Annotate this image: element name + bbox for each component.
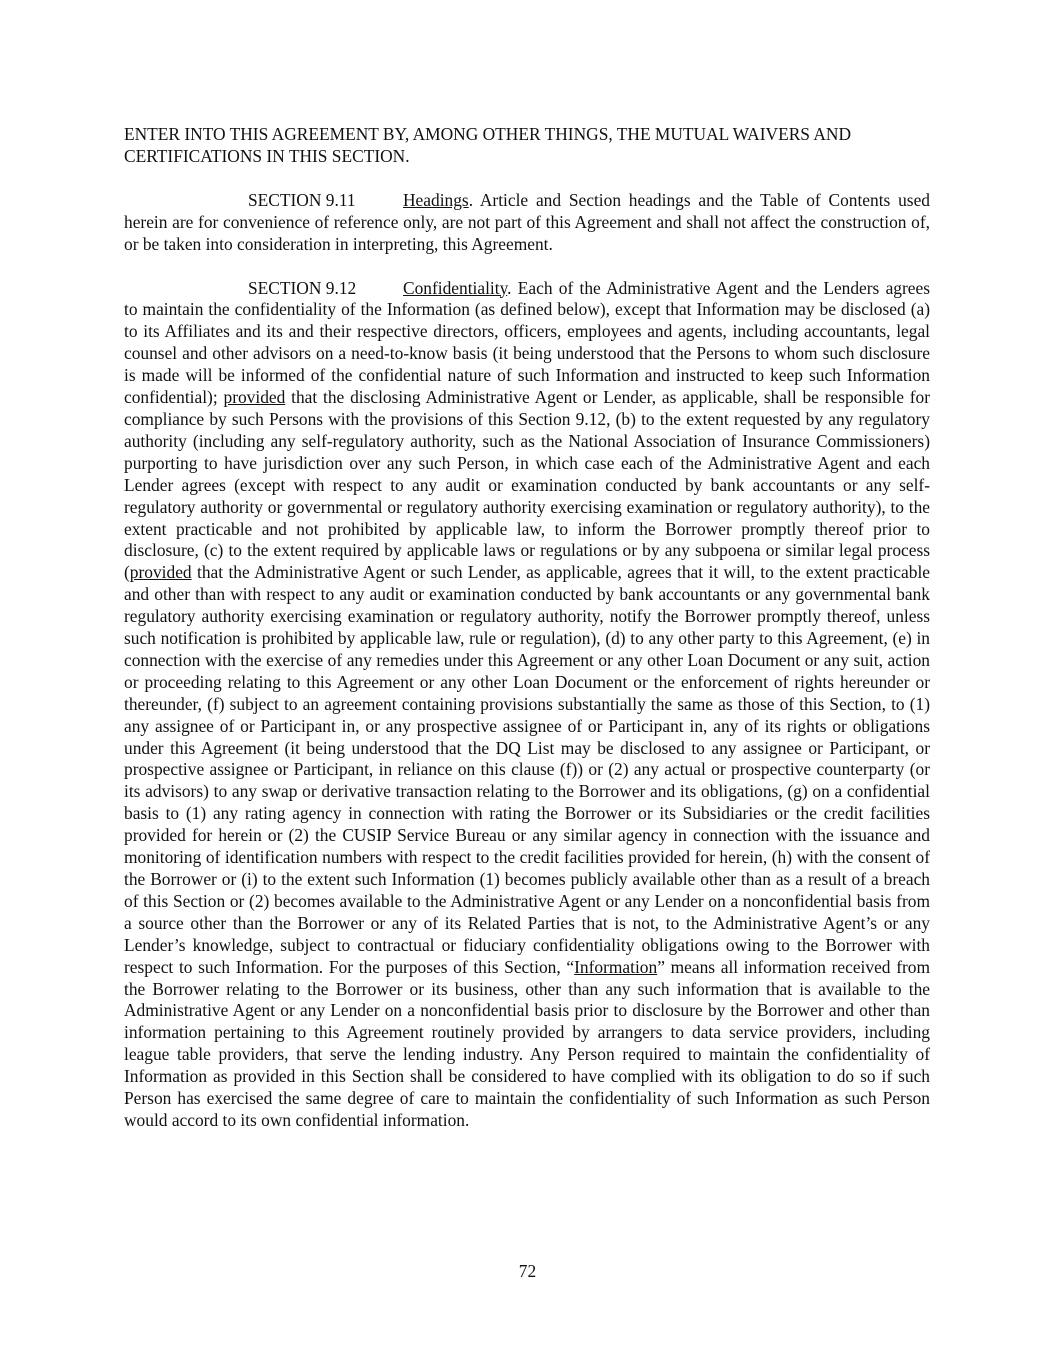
section-9-12-number: SECTION 9.12	[248, 277, 357, 298]
section-9-12-paragraph	[124, 278, 930, 1132]
section-9-12-text-part-2: that the disclosing Administrative Agent or Lender, as applicable, shall be responsible for compliance by such Persons with the provisions of this Section 9.12, (b) to the extent requested by any regulatory authority (including any self-regulatory authority, such as the National Association of Insurance Commissioners) purporting to have jurisdiction over any such Person, in which case each of the Administrative Agent and each Lender agrees (except with respect to any audit or examination conducted by bank accountants or any self-regulatory authority or governmental or regulatory authority exercising examination or regulatory authority), to the extent practicable and not prohibited by applicable law, to inform the Borrower promptly thereof prior to disclosure, (c) to the extent required by applicable laws or regulations or by any subpoena or similar legal process (	[124, 387, 931, 583]
page-number: 72	[518, 1261, 537, 1281]
section-9-12-text-part-4: ” means all information received from the Borrower relating to the Borrower or its business, other than any such information that is available to the Administrative Agent or any Lender on a nonconfidential basis prior to disclosure by the Borrower and other than information pertaining to this Agreement routinely provided by arrangers to data service providers, including league table providers, that serve the lending industry. Any Person required to maintain the confidentiality of Information as provided in this Section shall be considered to have complied with its obligation to do so if such Person has exercised the same degree of care to maintain the confidentiality of such Information as such Person would accord to its own confidential information.	[124, 956, 930, 1130]
section-9-11-number: SECTION 9.11	[248, 189, 356, 210]
information-defined-term: Information	[574, 956, 658, 977]
section-9-12-text-part-1: . Each of the Administrative Agent and the Lenders agrees to maintain the confidentiality of the Information (as defined below), except that Information may be disclosed (a) to its Affiliates and its and their respective directors, officers, employees and agents, including accountants, legal counsel and other advisors on a need-to-know basis (it being understood that the Persons to whom such disclosure is made will be informed of the confidential nature of such Information and instructed to keep such Information confidential);	[124, 277, 930, 408]
document-page	[124, 124, 930, 1154]
intro-paragraph: ENTER INTO THIS AGREEMENT BY, AMONG OTHER THINGS, THE MUTUAL WAIVERS AND CERTIFICATIONS IN THIS SECTION.	[124, 124, 852, 166]
section-9-11-heading: Headings	[403, 189, 469, 210]
section-9-12-heading: Confidentiality	[403, 277, 508, 298]
provided-term-1: provided	[223, 387, 286, 408]
section-9-11-paragraph	[124, 190, 930, 256]
section-9-11-text: . Article and Section headings and the Table of Contents used herein are for convenience of reference only, are not part of this Agreement and shall not affect the construction of, or be taken into consideration in interpreting, this Agreement.	[124, 189, 930, 254]
section-9-12-text-part-3: that the Administrative Agent or such Lender, as applicable, agrees that it will, to the extent practicable and other than with respect to any audit or examination conducted by bank accountants or any governmental bank regulatory authority exercising examination or regulatory authority, notify the Borrower promptly thereof, unless such notification is prohibited by applicable law, rule or regulation), (d) to any other party to this Agreement, (e) in connection with the exercise of any remedies under this Agreement or any other Loan Document or any suit, action or proceeding relating to this Agreement or any other Loan Document or the enforcement of rights hereunder or thereunder, (f) subject to an agreement containing provisions substantially the same as those of this Section, to (1) any assignee of or Participant in, or any prospective assignee of or Participant in, any of its rights or obligations under this Agreement (it being understood that the DQ List may be disclosed to any assignee or Participant, or prospective assignee or Participant, in reliance on this clause (f)) or (2) any actual or prospective counterparty (or its advisors) to any swap or derivative transaction relating to the Borrower and its obligations, (g) on a confidential basis to (1) any rating agency in connection with rating the Borrower or its Subsidiaries or the credit facilities provided for herein or (2) the CUSIP Service Bureau or any similar agency in connection with the issuance and monitoring of identification numbers with respect to the credit facilities provided for herein, (h) with the consent of the Borrower or (i) to the extent such Information (1) becomes publicly available other than as a result of a breach of this Section or (2) becomes available to the Administrative Agent or any Lender on a nonconfidential basis from a source other than the Borrower or any of its Related Parties that is not, to the Administrative Agent’s or any Lender’s knowledge, subject to contractual or fiduciary confidentiality obligations owing to the Borrower with respect to such Information. For the purposes of this Section, “	[124, 562, 930, 977]
provided-term-2: provided	[129, 562, 192, 583]
